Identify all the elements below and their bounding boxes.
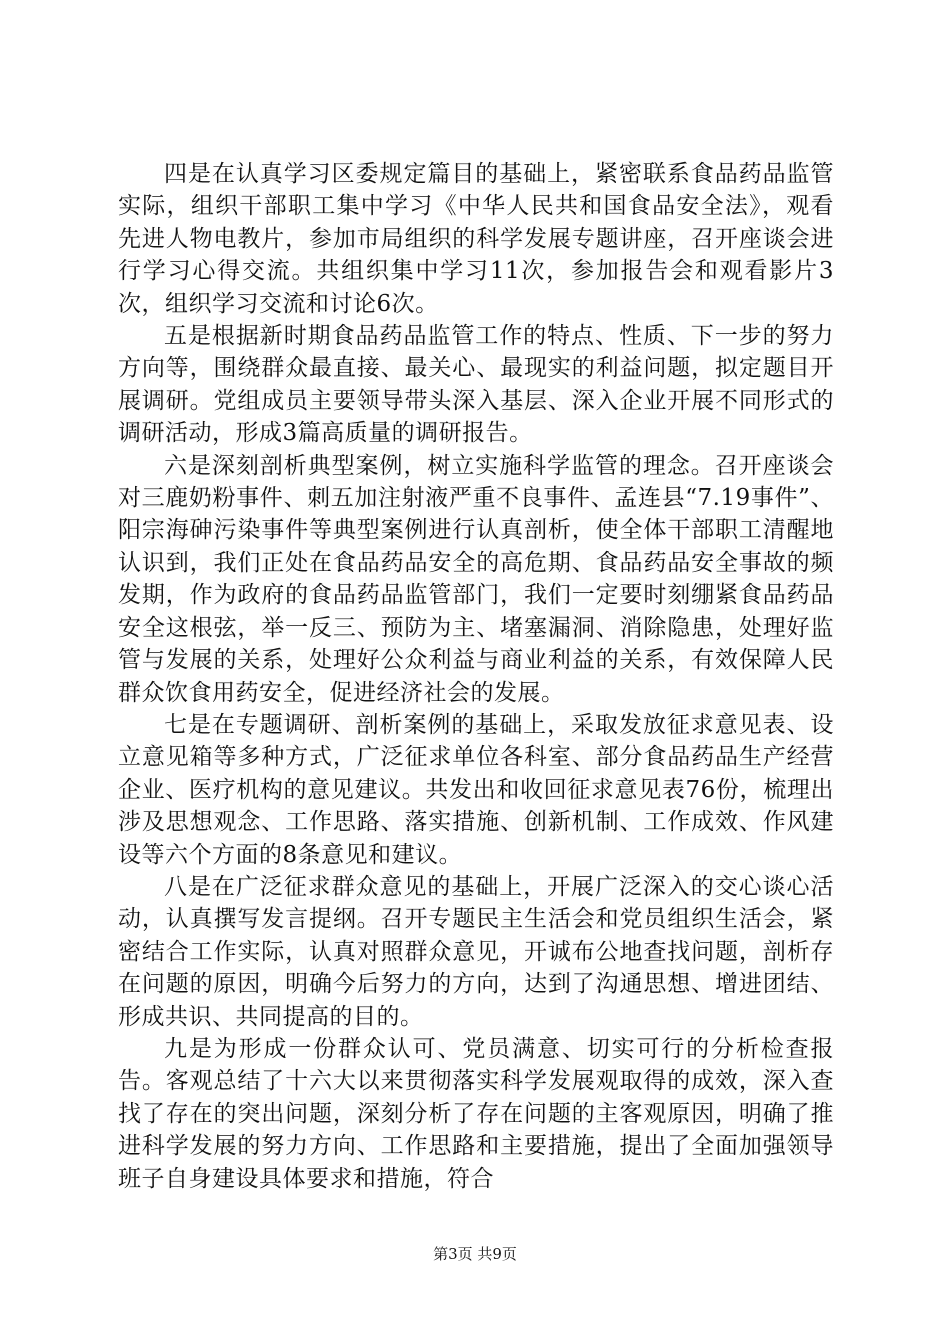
document-body <box>118 158 834 1195</box>
page-number-footer: 第3页 共9页 <box>433 1245 517 1263</box>
paragraph-8: 八是在广泛征求群众意见的基础上，开展广泛深入的交心谈心活动，认真撰写发言提纲。召开专题民主生活会和党员组织生活会，紧密结合工作实际，认真对照群众意见，开诚布公地查找问题，剖析存在问题的原因，明确今后努力的方向，达到了沟通思想、增进团结、形成共识、共同提高的目的。 <box>118 873 834 1030</box>
paragraph-9: 九是为形成一份群众认可、党员满意、切实可行的分析检查报告。客观总结了十六大以来贯彻落实科学发展观取得的成效，深入查找了存在的突出问题，深刻分析了存在问题的主客观原因，明确了推进科学发展的努力方向、工作思路和主要措施，提出了全面加强领导班子自身建设具体要求和措施，符合 <box>118 1035 834 1192</box>
paragraph-5: 五是根据新时期食品药品监管工作的特点、性质、下一步的努力方向等，围绕群众最直接、最关心、最现实的利益问题，拟定题目开展调研。党组成员主要领导带头深入基层、深入企业开展不同形式的调研活动，形成3篇高质量的调研报告。 <box>118 323 834 447</box>
paragraph-7: 七是在专题调研、剖析案例的基础上，采取发放征求意见表、设立意见箱等多种方式，广泛征求单位各科室、部分食品药品生产经营企业、医疗机构的意见建议。共发出和收回征求意见表76份，梳理出涉及思想观念、工作思路、落实措施、创新机制、工作成效、作风建设等六个方面的8条意见和建议。 <box>118 711 834 868</box>
paragraph-4: 四是在认真学习区委规定篇目的基础上，紧密联系食品药品监管实际，组织干部职工集中学习《中华人民共和国食品安全法》，观看先进人物电教片，参加市局组织的科学发展专题讲座，召开座谈会进行学习心得交流。共组织集中学习11次，参加报告会和观看影片3次，组织学习交流和讨论6次。 <box>118 161 834 317</box>
paragraph-6: 六是深刻剖析典型案例，树立实施科学监管的理念。召开座谈会对三鹿奶粉事件、刺五加注射液严重不良事件、孟连县“7.19事件”、阳宗海砷污染事件等典型案例进行认真剖析，使全体干部职工清醒地认识到，我们正处在食品药品安全的高危期、食品药品安全事故的频发期，作为政府的食品药品监管部门，我们一定要时刻绷紧食品药品安全这根弦，举一反三、预防为主、堵塞漏洞、消除隐患，处理好监管与发展的关系，处理好公众利益与商业利益的关系，有效保障人民群众饮食用药安全，促进经济社会的发展。 <box>118 452 834 706</box>
